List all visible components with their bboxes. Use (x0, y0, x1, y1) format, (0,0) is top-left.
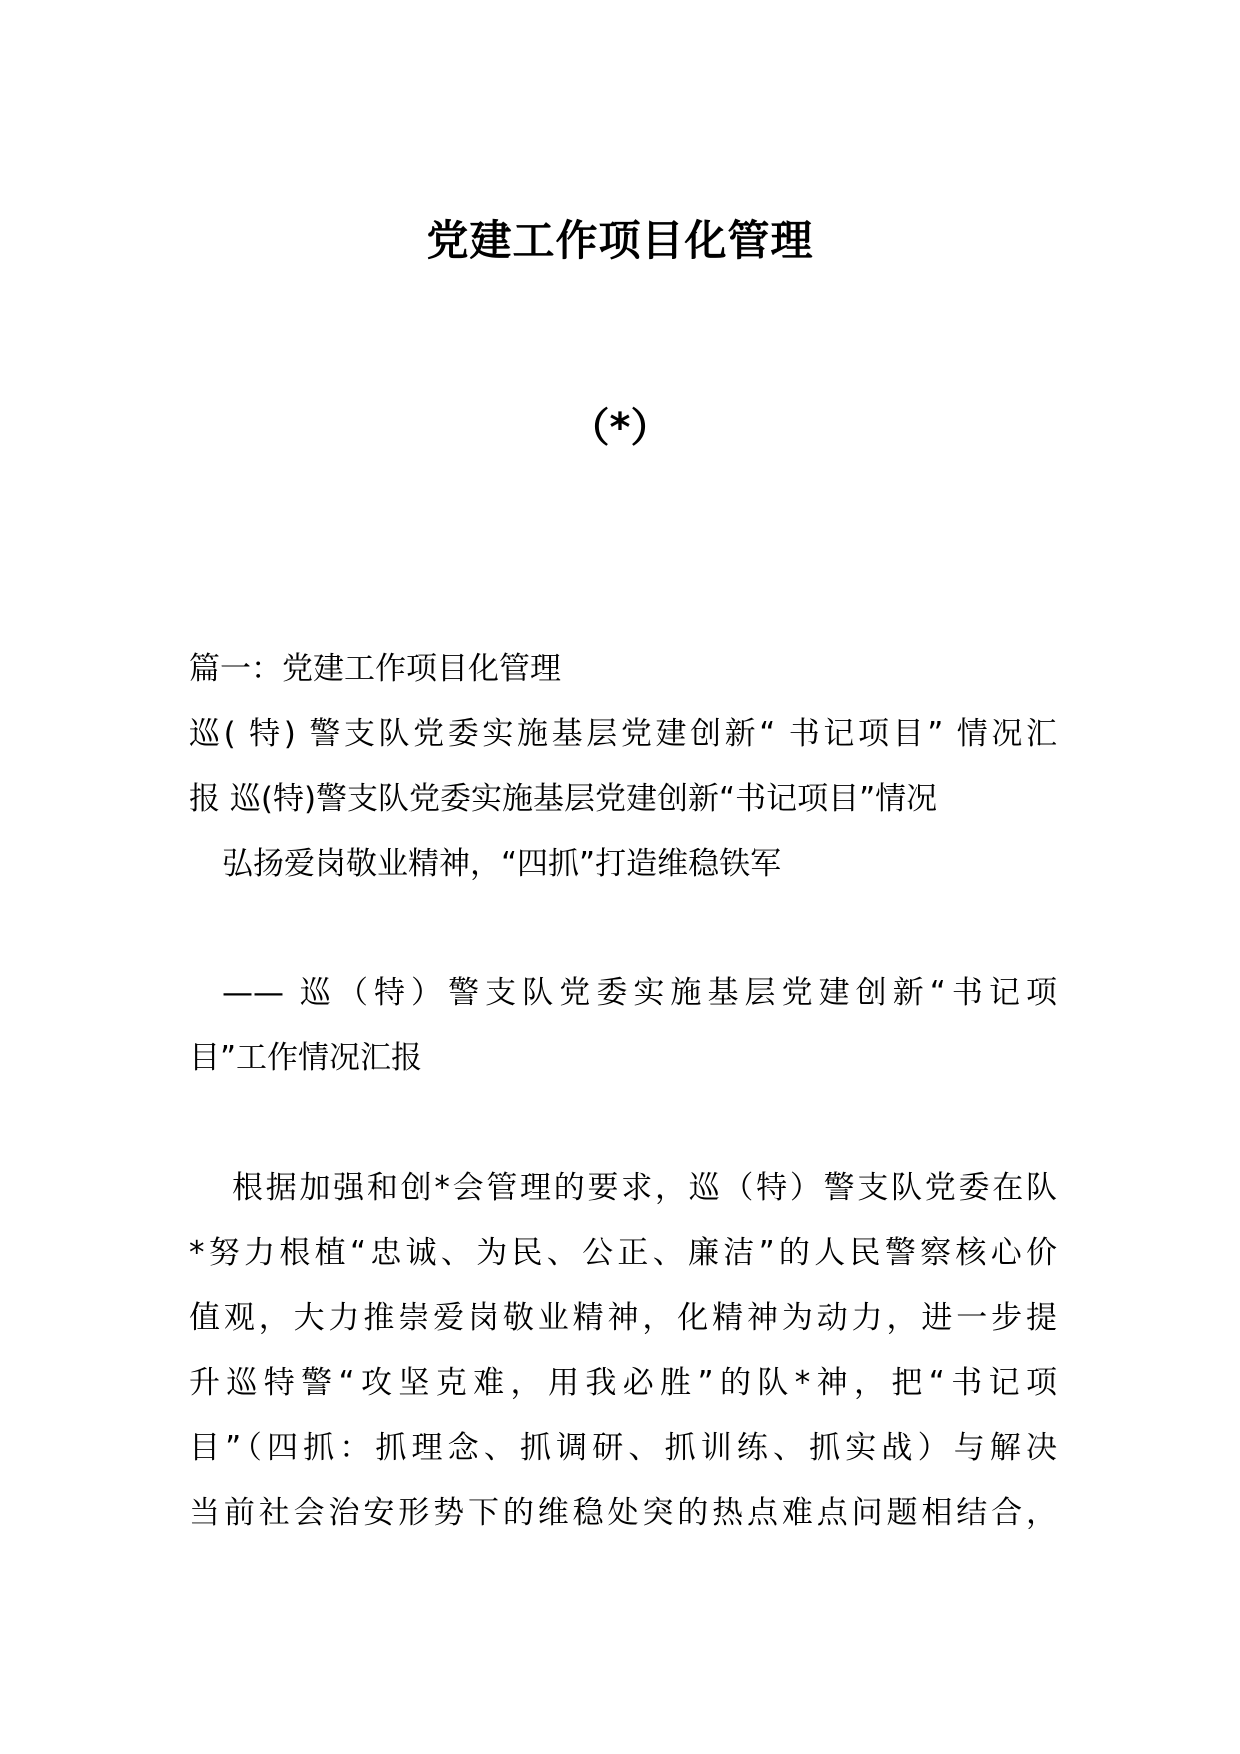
body-paragraph-line: 升巡特警“攻坚克难，用我必胜”的队*神，把“书记项 (189, 1365, 1057, 1401)
body-paragraph-line: 当前社会治安形势下的维稳处突的热点难点问题相结合， (189, 1495, 1057, 1531)
article-subtitle-line: —— 巡（特）警支队党委实施基层党建创新“书记项 (222, 975, 1057, 1011)
document-title: 党建工作项目化管理 (426, 216, 814, 265)
body-paragraph-line: 目”（四抓：抓理念、抓调研、抓训练、抓实战）与解决 (189, 1430, 1057, 1466)
document-subtitle: （*） (569, 405, 671, 451)
article-title: 弘扬爱岗敬业精神，“四抓”打造维稳铁军 (222, 846, 782, 882)
section-heading: 篇一：党建工作项目化管理 (189, 651, 561, 687)
body-paragraph-line: *努力根植“忠诚、为民、公正、廉洁”的人民警察核心价 (189, 1235, 1057, 1271)
report-title-line: 报 巡(特)警支队党委实施基层党建创新“书记项目”情况 (189, 781, 938, 817)
body-paragraph-line: 根据加强和创*会管理的要求，巡（特）警支队党委在队 (232, 1170, 1057, 1206)
report-title-line: 巡( 特) 警支队党委实施基层党建创新“ 书记项目” 情况汇 (189, 716, 1057, 752)
article-subtitle-line: 目”工作情况汇报 (189, 1040, 423, 1076)
body-paragraph-line: 值观，大力推崇爱岗敬业精神，化精神为动力，进一步提 (189, 1300, 1057, 1336)
